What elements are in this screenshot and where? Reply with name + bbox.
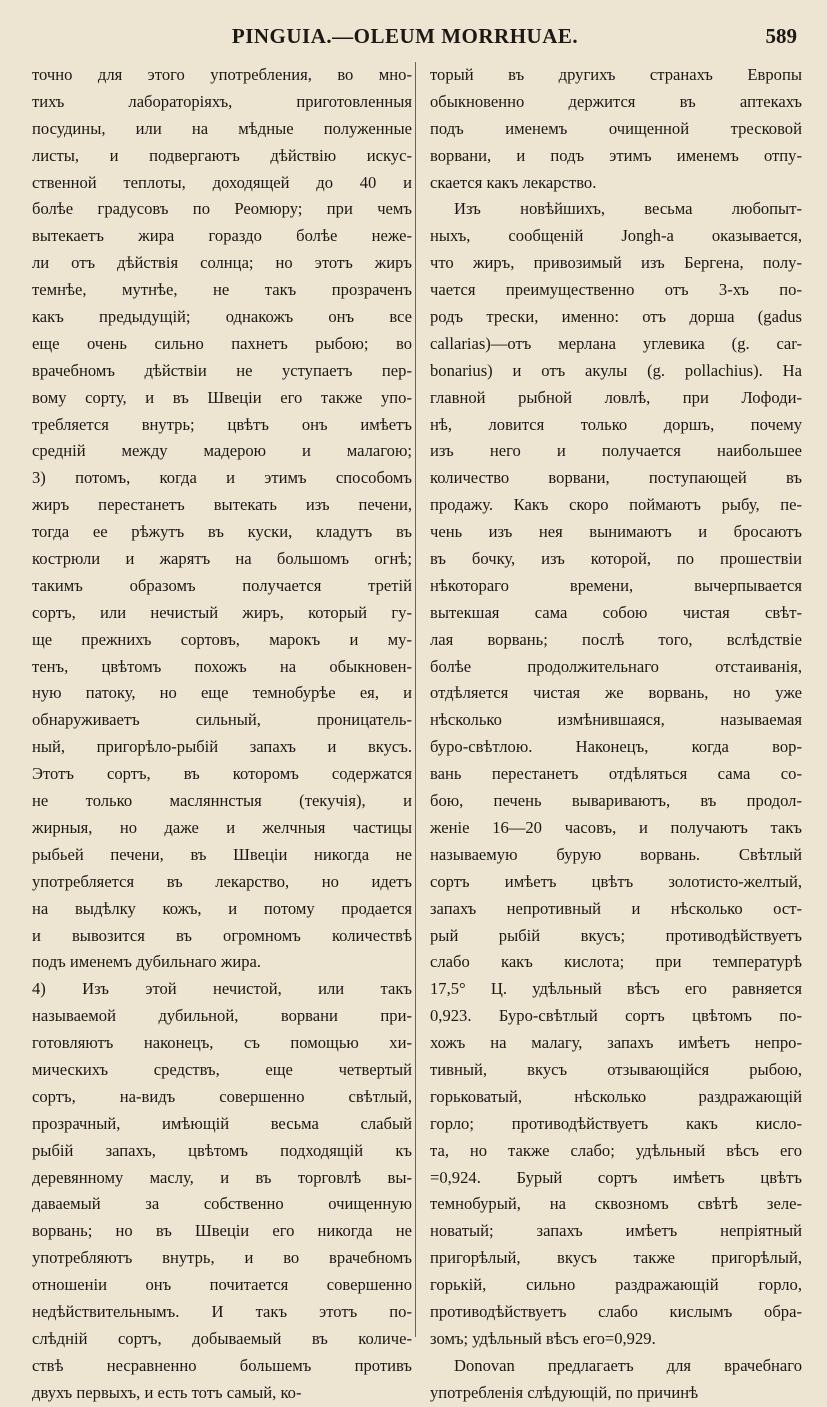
text-line: ще прежнихъ сортовъ, марокъ и му- [32,629,412,649]
text-line: отдѣляется чистая же ворвань, но уже [430,683,802,703]
text-line: тихъ лабораторіяхъ, приготовленныя [32,91,412,111]
right-text-column [430,62,802,1407]
text-line: вань перестанетъ отдѣляться сама со- [430,764,802,784]
text-line: ли отъ дѣйствія солнца; но этотъ жиръ [32,253,412,273]
text-line: такимъ образомъ получается третій [32,575,412,595]
text-line: жиръ перестанетъ вытекать изъ печени, [32,495,412,515]
text-line: бою, печень вывариваютъ, въ продол- [430,791,802,811]
text-line: рыбій запахъ, цвѣтомъ подходящій къ [32,1140,412,1160]
text-line: Изъ новѣйшихъ, весьма любопыт- [454,199,802,219]
text-line: рый рыбій вкусъ; противодѣйствуетъ [430,925,802,945]
text-line: посудины, или на мѣдные полуженные [32,118,412,138]
text-line: не только масляннстыя (текучія), и [32,791,412,811]
text-line: буро-свѣтлою. Наконецъ, когда вор- [430,737,802,757]
text-line: болѣе градусовъ по Реомюру; при чемъ [32,199,412,219]
left-text-column [32,62,412,1407]
text-line: хожъ на малагу, запахъ имѣетъ непро- [430,1033,802,1053]
text-line: жирныя, но даже и желчныя частицы [32,817,412,837]
text-line: средній между мадерою и малагою; [32,441,412,461]
text-line: деревянному маслу, и въ торговлѣ вы- [32,1167,412,1187]
text-line: чень изъ нея вынимаютъ и бросаютъ [430,522,802,542]
text-line: женіе 16—20 часовъ, и получаютъ такъ [430,817,802,837]
text-line: Этотъ сортъ, въ которомъ содержатся [32,764,412,784]
text-line: главной рыбной ловлѣ, при Лофоди- [430,387,802,407]
text-line: новатый; запахъ имѣетъ непріятный [430,1221,802,1241]
text-line: что жиръ, привозимый изъ Бергена, полу- [430,253,802,273]
text-line: =0,924. Бурый сортъ имѣетъ цвѣтъ [430,1167,802,1187]
text-line: употребленія слѣдующій, по причинѣ [430,1382,699,1402]
text-line: горьковатый, нѣсколько раздражающій [430,1086,802,1106]
column-divider [415,62,416,1337]
text-line: кострюли и жарятъ на большомъ огнѣ; [32,549,412,569]
text-line: требляется внутрь; цвѣтъ онъ имѣетъ [32,414,412,434]
text-line: нѣкотораго времени, вычерпывается [430,575,802,595]
text-line: обыкновенно держится въ аптекахъ [430,91,802,111]
text-line: нѣ, ловится только доршъ, почему [430,414,802,434]
text-line: темнѣе, мутнѣе, не такъ прозраченъ [32,280,412,300]
text-line: продажу. Какъ скоро поймаютъ рыбу, пе- [430,495,802,515]
text-line: bonarius) и отъ акулы (g. pollachius). На [430,360,802,380]
text-line: слѣдній сортъ, добываемый въ количе- [32,1328,412,1348]
text-line: подъ именемъ очищенной тресковой [430,118,802,138]
text-line: горькій, сильно раздражающій горло, [430,1275,802,1295]
text-line: вытекшая сама собою чистая свѣт- [430,602,802,622]
text-line: callarias)—отъ мерлана углевика (g. car- [430,333,802,353]
text-line: нѣсколько измѣнившаяся, называемая [430,710,802,730]
text-line: какъ предыдущій; однакожъ онъ все [32,307,412,327]
text-line: 4) Изъ этой нечистой, или такъ [32,979,412,999]
text-line: рыбьей печени, въ Швеціи никогда не [32,844,412,864]
text-line: называемую бурую ворвань. Свѣтлый [430,844,802,864]
text-line: количество ворвани, поступающей въ [430,468,802,488]
text-line: недѣйствительнымъ. И такъ этотъ по- [32,1301,412,1321]
text-line: Donovan предлагаетъ для врачебнаго [454,1355,802,1375]
text-line: сортъ, на-видъ совершенно свѣтлый, [32,1086,412,1106]
text-line: листы, и подвергаютъ дѣйствію искус- [32,145,412,165]
page-title: PINGUIA.—OLEUM MORRHUAE. [231,24,579,48]
text-line: врачебномъ дѣйствіи не уступаетъ пер- [32,360,412,380]
text-line: мическихъ средствъ, еще четвертый [32,1059,412,1079]
text-line: готовляютъ наконецъ, съ помощью хи- [32,1033,412,1053]
text-line: на выдѣлку кожъ, и потому продается [32,898,412,918]
text-line: употребляется въ лекарство, но идетъ [32,871,412,891]
text-line: ныхъ, сообщеній Jongh-а оказывается, [430,226,802,246]
text-line: сортъ, или нечистый жиръ, который гу- [32,602,412,622]
text-line: еще очень сильно пахнетъ рыбою; во [32,333,412,353]
text-line: ную патоку, но еще темнобурѣе ея, и [32,683,412,703]
text-line: лая ворвань; послѣ того, вслѣдствіе [430,629,802,649]
text-line: чается преимущественно отъ 3-хъ по- [430,280,802,300]
text-line: тогда ее рѣжутъ въ куски, кладутъ въ [32,522,412,542]
text-line: слабо какъ кислота; при температурѣ [430,952,802,972]
text-line: 0,923. Буро-свѣтлый сортъ цвѣтомъ по- [430,1006,802,1026]
text-line: называемой дубильной, ворвани при- [32,1006,412,1026]
text-line: болѣе продолжительнаго отстаиванія, [430,656,802,676]
running-header [0,22,827,54]
text-line: и вывозится въ огромномъ количествѣ [32,925,412,945]
text-line: родъ трески, именно: отъ дорша (gadus [430,307,802,327]
text-line: подъ именемъ дубильнаго жира. [32,952,262,972]
text-line: употребляютъ внутрь, и во врачебномъ [32,1248,412,1268]
text-line: ствѣ несравненно большемъ противъ [32,1355,412,1375]
text-line: горло; противодѣйствуетъ какъ кисло- [430,1113,802,1133]
text-line: точно для этого употребления, во мно- [32,65,412,84]
text-line: изъ него и получается наибольшее [430,441,802,461]
text-line: прозрачный, имѣющій весьма слабый [32,1113,412,1133]
text-line: ный, пригорѣло-рыбій запахъ и вкусъ. [32,737,412,757]
page-number: 589 [765,24,797,48]
text-line: двухъ первыхъ, и есть тотъ самый, ко- [32,1382,302,1402]
text-line: торый въ другихъ странахъ Европы [430,65,802,84]
text-line: скается какъ лекарство. [430,172,597,192]
text-line: та, но также слабо; удѣльный вѣсъ его [430,1140,802,1160]
text-line: ворвань; но въ Швеціи его никогда не [32,1221,412,1241]
text-line: тивный, вкусъ отзывающійся рыбою, [430,1059,802,1079]
text-line: вому сорту, и въ Швеціи его также упо- [32,387,412,407]
text-line: пригорѣлый, вкусъ также пригорѣлый, [430,1248,802,1268]
text-line: ственной теплоты, доходящей до 40 и [32,172,412,192]
text-line: запахъ непротивный и нѣсколько ост- [430,898,802,918]
text-line: отношеніи онъ почитается совершенно [32,1275,412,1295]
text-line: въ бочку, изъ которой, по прошествіи [430,549,802,569]
text-line: противодѣйствуетъ слабо кислымъ обра- [430,1301,802,1321]
text-line: 3) потомъ, когда и этимъ способомъ [32,468,412,488]
text-line: даваемый за собственно очищенную [32,1194,412,1214]
text-line: ворвани, и подъ этимъ именемъ отпу- [430,145,802,165]
text-line: сортъ имѣетъ цвѣтъ золотисто-желтый, [430,871,802,891]
text-line: вытекаетъ жира гораздо болѣе неже- [32,226,412,246]
text-line: тенъ, цвѣтомъ похожъ на обыкновен- [32,656,412,676]
text-line: обнаруживаетъ сильный, проницатель- [32,710,412,730]
text-line: 17,5° Ц. удѣльный вѣсъ его равняется [430,979,802,999]
text-line: зомъ; удѣльный вѣсъ его=0,929. [430,1328,656,1348]
text-line: темнобурый, на сквозномъ свѣтѣ зеле- [430,1194,802,1214]
